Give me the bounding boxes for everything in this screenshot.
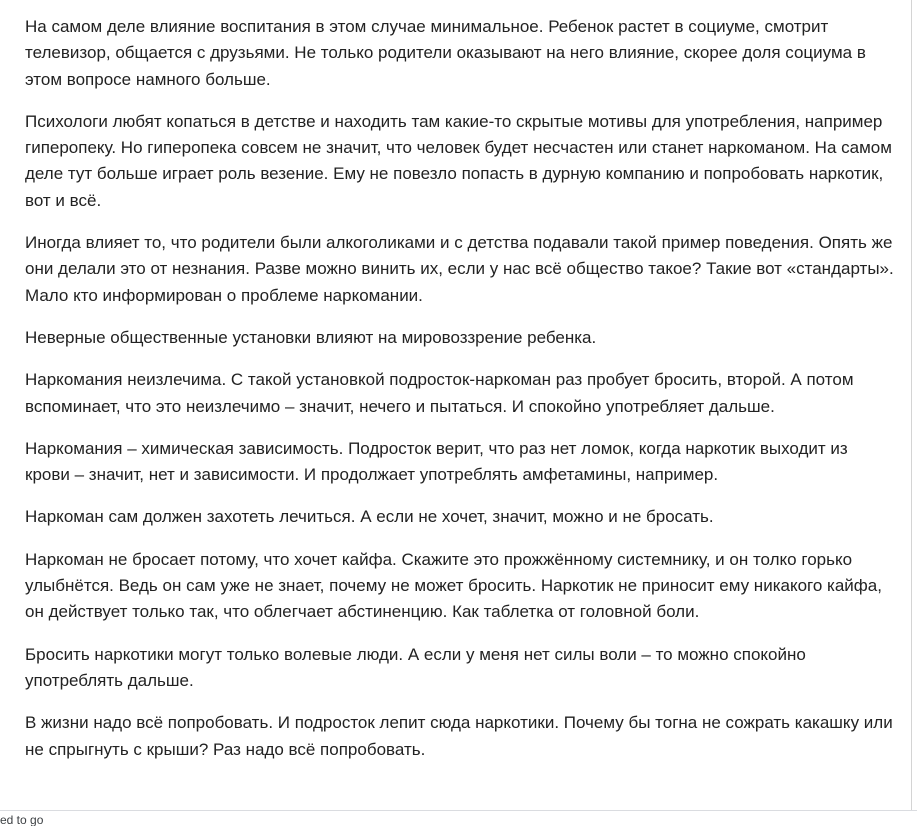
article-body (25, 14, 895, 779)
browser-status-bar (0, 810, 917, 826)
paragraph-2: Психологи любят копаться в детстве и находить там какие-то скрытые мотивы для употребления, например гиперопеку. Но гиперопека совсем не значит, что человек будет несчастен или станет наркоманом. На самом деле тут больше играет роль везение. Ему не повезло попасть в дурную компанию и попробовать наркотик, вот и всё. (25, 111, 892, 210)
paragraph-10: В жизни надо всё попробовать. И подросток лепит сюда наркотики. Почему бы тогна не сожрать какашку или не спрыгнуть с крыши? Раз надо всё попробовать. (25, 713, 893, 759)
paragraph-4: Неверные общественные установки влияют на мировоззрение ребенка. (25, 327, 597, 347)
paragraph-9: Бросить наркотики могут только волевые люди. А если у меня нет силы воли – то можно спокойно употреблять дальше. (25, 644, 806, 690)
paragraph-3: Иногда влияет то, что родители были алкоголиками и с детства подавали такой пример поведения. Опять же они делали это от незнания. Разве можно винить их, если у нас всё общество такое? Такие вот «стандарты». Мало кто информирован о проблеме наркомании. (25, 233, 894, 305)
paragraph-7: Наркоман сам должен захотеть лечиться. А если не хочет, значит, можно и не бросать. (25, 507, 714, 527)
paragraph-1: На самом деле влияние воспитания в этом случае минимальное. Ребенок растет в социуме, смотрит телевизор, общается с друзьями. Не только родители оказывают на него влияние, скорее доля социума в этом вопросе намного больше. (25, 17, 866, 89)
paragraph-8: Наркоман не бросает потому, что хочет кайфа. Скажите это прожжённому системнику, и он толко горько улыбнётся. Ведь он сам уже не знает, почему не может бросить. Наркотик не приносит ему никакого кайфа, он действует только так, что облегчает абстиненцию. Как таблетка от головной боли. (25, 549, 882, 622)
status-text: ed to go (0, 813, 44, 826)
paragraph-5: Наркомания неизлечима. С такой установкой подросток-наркоман раз пробует бросить, второй. А потом вспоминает, что это неизлечимо – значит, нечего и пытаться. И спокойно употребляет дальше. (25, 370, 854, 416)
paragraph-6: Наркомания – химическая зависимость. Подросток верит, что раз нет ломок, когда наркотик выходит из крови – значит, нет и зависимости. И продолжает употреблять амфетамины, например. (25, 438, 848, 485)
